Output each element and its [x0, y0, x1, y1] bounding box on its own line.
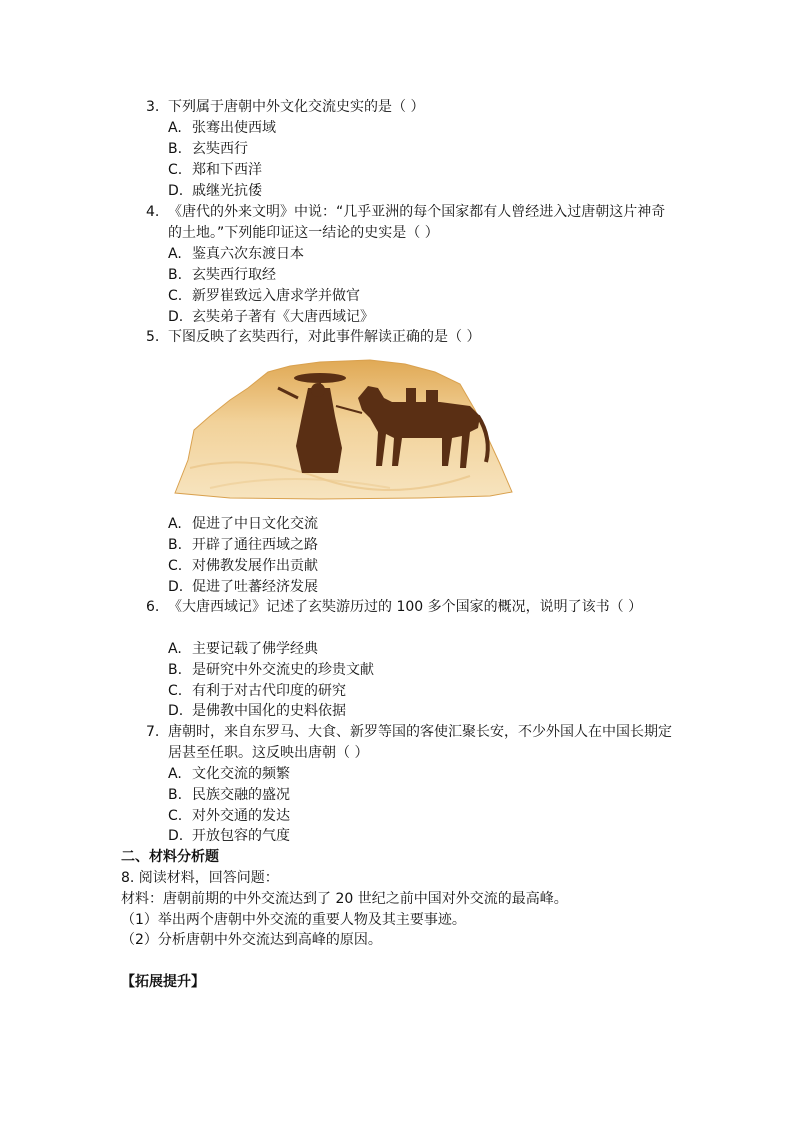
- option-a: A. 促进了中日文化交流: [168, 516, 318, 532]
- material-text: 材料：唐朝前期的中外交流达到了 20 世纪之前中国对外交流的最高峰。: [121, 891, 568, 907]
- option-a: A. 张骞出使西域: [168, 120, 276, 136]
- extension-heading: 【拓展提升】: [121, 974, 205, 990]
- question-number: 4.: [146, 204, 160, 220]
- question-number: 3.: [146, 99, 160, 115]
- option-d: D. 促进了吐蕃经济发展: [168, 579, 318, 595]
- xuanzang-journey-illustration: [170, 358, 515, 503]
- option-a: A. 文化交流的频繁: [168, 766, 290, 782]
- question-number: 5.: [146, 329, 160, 345]
- option-d: D. 是佛教中国化的史料依据: [168, 703, 346, 719]
- option-a: A. 鉴真六次东渡日本: [168, 246, 304, 262]
- option-c: C. 有利于对古代印度的研究: [168, 683, 346, 699]
- question-5: [146, 327, 676, 348]
- question-text: 唐朝时，来自东罗马、大食、新罗等国的客使汇聚长安，不少外国人在中国长期定居甚至任职。这反映出唐朝（ ）: [168, 724, 672, 761]
- section-heading: 二、材料分析题: [121, 849, 219, 865]
- option-b: B. 民族交融的盛况: [168, 787, 290, 803]
- question-number: 6.: [146, 599, 160, 615]
- xuanzang-journey-icon: [170, 358, 515, 503]
- question-text: 下图反映了玄奘西行，对此事件解读正确的是（ ）: [168, 329, 481, 345]
- question-3: [146, 97, 676, 118]
- option-b: B. 玄奘西行取经: [168, 267, 276, 283]
- option-b: B. 是研究中外交流史的珍贵文献: [168, 662, 374, 678]
- question-4: [146, 202, 676, 244]
- option-d: D. 戚继光抗倭: [168, 183, 262, 199]
- option-c: C. 新罗崔致远入唐求学并做官: [168, 288, 360, 304]
- option-a: A. 主要记载了佛学经典: [168, 641, 318, 657]
- question-text: 《大唐西域记》记述了玄奘游历过的 100 多个国家的概况，说明了该书（ ）: [168, 599, 643, 615]
- question-8: 8. 阅读材料，回答问题：: [121, 870, 279, 886]
- option-b: B. 玄奘西行: [168, 141, 248, 157]
- question-text: 《唐代的外来文明》中说：“几乎亚洲的每个国家都有人曾经进入过唐朝这片神奇的土地。”下列能印证这一结论的史实是（ ）: [168, 204, 666, 241]
- option-d: D. 玄奘弟子著有《大唐西域记》: [168, 309, 374, 325]
- option-c: C. 对外交通的发达: [168, 808, 290, 824]
- option-c: C. 郑和下西洋: [168, 162, 262, 178]
- option-c: C. 对佛教发展作出贡献: [168, 558, 318, 574]
- option-d: D. 开放包容的气度: [168, 828, 290, 844]
- question-number: 7.: [146, 724, 160, 740]
- sub-question-1: （1）举出两个唐朝中外交流的重要人物及其主要事迹。: [121, 912, 466, 928]
- question-6: [146, 597, 676, 618]
- question-7: [146, 722, 676, 764]
- sub-question-2: （2）分析唐朝中外交流达到高峰的原因。: [121, 932, 382, 948]
- option-b: B. 开辟了通往西域之路: [168, 537, 318, 553]
- question-text: 下列属于唐朝中外文化交流史实的是（ ）: [168, 99, 425, 115]
